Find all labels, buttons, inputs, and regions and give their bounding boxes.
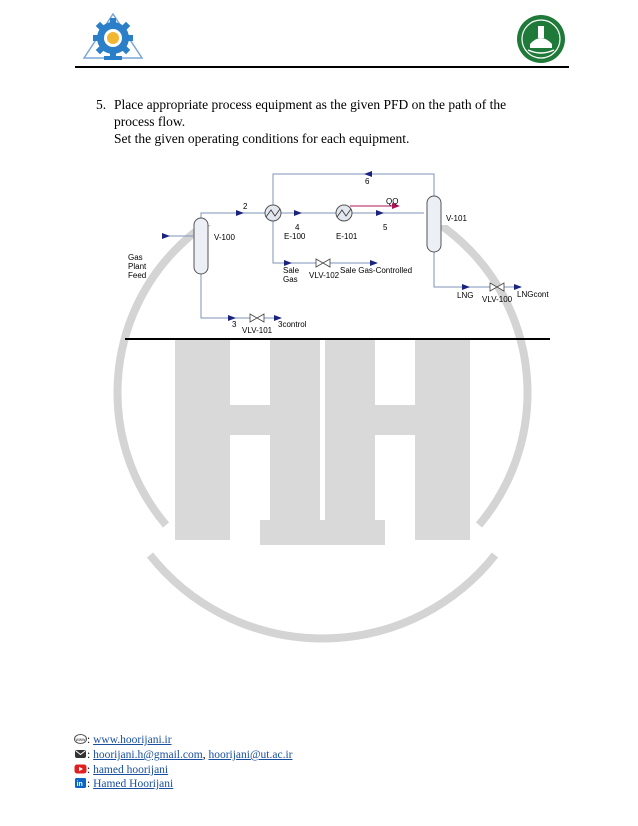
process-flow-diagram bbox=[118, 168, 558, 338]
energy-stream-label: QQ bbox=[386, 197, 399, 206]
linkedin-icon bbox=[74, 778, 87, 788]
email-link[interactable]: hoorijani@ut.ac.ir bbox=[208, 749, 293, 761]
colon: : bbox=[87, 764, 94, 776]
stream-label: 4 bbox=[295, 223, 300, 232]
v101-label: V-101 bbox=[446, 214, 467, 223]
www-globe-icon bbox=[74, 734, 87, 744]
stream-label: 3 bbox=[232, 320, 237, 329]
sale-gas-label: Sale bbox=[283, 266, 300, 275]
gear-emblem-logo-icon bbox=[82, 12, 144, 62]
task-instruction-line: Set the given operating conditions for each equipment. bbox=[114, 131, 410, 146]
lngcont-label: LNGcont bbox=[517, 290, 549, 299]
e101-label: E-101 bbox=[336, 232, 358, 241]
email-separator: , bbox=[202, 749, 209, 761]
website-link[interactable]: www.hoorijani.ir bbox=[93, 734, 172, 746]
email-link[interactable]: hoorijani.h@gmail.com bbox=[93, 749, 203, 761]
svg-text:www: www bbox=[75, 737, 86, 742]
stream-label: 2 bbox=[243, 202, 248, 211]
figure-divider bbox=[125, 338, 550, 340]
vlv101-label: VLV-101 bbox=[242, 326, 273, 335]
task-instruction-line: Place appropriate process equipment as the given PFD on the path of the bbox=[114, 97, 507, 112]
stream-label: 5 bbox=[383, 223, 388, 232]
header-divider bbox=[75, 66, 569, 68]
lng-label: LNG bbox=[457, 291, 474, 300]
task-instruction-line: process flow. bbox=[114, 114, 186, 129]
linkedin-link[interactable]: Hamed Hoorijani bbox=[93, 778, 174, 790]
v100-label: V-100 bbox=[214, 233, 235, 242]
task-number: 5. bbox=[96, 97, 107, 112]
stream-label: 6 bbox=[365, 177, 370, 186]
e100-label: E-100 bbox=[284, 232, 306, 241]
feed-label: Feed bbox=[128, 271, 147, 280]
feed-label: Plant bbox=[128, 262, 147, 271]
footer-website bbox=[74, 733, 172, 747]
footer-email bbox=[74, 748, 292, 762]
footer-linkedin bbox=[74, 777, 173, 791]
colon: : bbox=[87, 734, 94, 746]
footer-youtube bbox=[74, 763, 168, 777]
vlv100-label: VLV-100 bbox=[482, 295, 513, 304]
feed-label: Gas bbox=[128, 253, 143, 262]
sale-gas-label: Gas bbox=[283, 275, 298, 284]
sale-gas-controlled-label: Sale Gas-Controlled bbox=[340, 266, 413, 275]
youtube-icon bbox=[74, 764, 87, 774]
3control-label: 3control bbox=[278, 320, 307, 329]
youtube-link[interactable]: hamed hoorijani bbox=[93, 764, 169, 776]
envelope-icon bbox=[74, 749, 87, 759]
colon: : bbox=[87, 778, 94, 790]
svg-text:in: in bbox=[76, 781, 83, 788]
colon: : bbox=[87, 749, 94, 761]
university-seal-logo-icon bbox=[516, 14, 566, 64]
vlv102-label: VLV-102 bbox=[309, 271, 340, 280]
